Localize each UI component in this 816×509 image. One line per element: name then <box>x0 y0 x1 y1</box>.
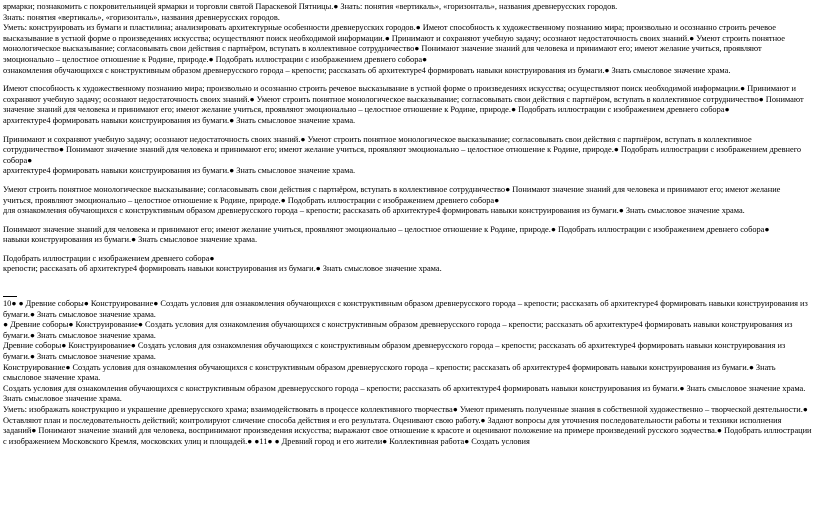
text-paragraph: Имеют способность к художественному познанию мира; произвольно и осознанно строить речевое высказывание в устной форме о произведениях искусства; осуществляют поиск необходимой информации.● Принимают и сохраняют учебную задачу; осознают недостаточность своих знаний.● Умеют строить понятное монологическое высказывание; согласовывать свои действия с партнёром, вступать в коллективное сотрудничество● Понимают значение знаний для человека и принимают его; имеют желание учиться, проявляют эмоционально – целостное отношение к Родине, природе.● Подобрать иллюстрации с изображением древнего собора● <box>3 84 804 115</box>
paragraph-gap <box>3 246 812 254</box>
text-paragraph: Подобрать иллюстрации с изображением древнего собора● <box>3 253 215 263</box>
text-paragraph: навыки конструирования из бумаги.● Знать смысловое значение храма. <box>3 235 258 245</box>
footer-paragraph: Конструирование● Создать условия для ознакомления обучающихся с конструктивным образом древнерусского города – крепости; рассказать об архитектуре4 формировать навыки конструирования из бумаги.● Знать смысловое значение храма. <box>3 362 776 383</box>
document-footer <box>3 299 812 447</box>
paragraph-gap <box>3 177 812 185</box>
footer-paragraph: Знать смысловое значение храма. <box>3 394 122 404</box>
footer-paragraph: ● Древние соборы● Конструирование● Создать условия для ознакомления обучающихся с конструктивным образом древнерусского города – крепости; рассказать об архитектуре4 формировать навыки конструирования из бумаги.● Знать смысловое значение храма. <box>3 320 793 340</box>
footer-paragraph: Древние соборы● Конструирование● Создать условия для ознакомления обучающихся с конструктивным образом древнерусского города – крепости; рассказать об архитектуре4 формировать навыки конструирования из бумаги.● Знать смысловое значение храма. <box>3 341 786 362</box>
text-paragraph: архитектуре4 формировать навыки конструирования из бумаги.● Знать смысловое значение храма. <box>3 166 356 176</box>
text-paragraph: архитектуре4 формировать навыки конструирования из бумаги.● Знать смысловое значение храма. <box>3 115 356 125</box>
footer-paragraph: 10● ● Древние соборы● Конструирование● Создать условия для ознакомления обучающихся с конструктивным образом древнерусского города – крепости; рассказать об архитектуре4 формировать навыки конструирования из бумаги.● Знать смысловое значение храма. <box>3 299 808 319</box>
text-paragraph: ярмарки; познакомить с покровительницей ярмарки и торговли святой Параскевой Пятницы.● Знать: понятия «вертикаль», «горизонталь», названия древнерусских городов. <box>3 2 618 11</box>
paragraph-gap <box>3 76 812 84</box>
footnote-separator <box>3 296 17 297</box>
document-body <box>3 2 812 275</box>
paragraph-gap <box>3 127 812 135</box>
paragraph-gap <box>3 217 812 225</box>
footer-paragraph: Создать условия для ознакомления обучающихся с конструктивным образом древнерусского города – крепости; рассказать об архитектуре4 формировать навыки конструирования из бумаги.● Знать смысловое значение храма. <box>3 383 806 393</box>
text-paragraph: Уметь: конструировать из бумаги и пластилина; анализировать архитектурные особенности древнерусских городов.● Имеют способность к художественному познанию мира; произвольно и осознанно строить речевое высказывание в устной форме о произведениях искусства; осуществляют поиск необходимой информации.● Принимают и сохраняют учебную задачу; осознают недостаточность своих знаний.● Умеют строить понятное монологическое высказывание; согласовывать свои действия с партнёром, вступать в коллективное сотрудничество● Понимают значение знаний для человека и принимают его; имеют желание учиться, проявляют эмоционально – целостное отношение к Родине, природе.● Подобрать иллюстрации с изображением древнего собора● <box>3 23 785 64</box>
footer-paragraph: Уметь: изображать конструкцию и украшение древнерусского храма; взаимодействовать в процессе коллективного творчества● Умеют применять полученные знания в собственной художественно – творческой деятельности.● Оставляют план и последовательность действий; контролируют сличение способа действия и его результата. Оценивают свою работу.● Задают вопросы для уточнения последовательности работы и техники исполнения заданий● Понимают значение знаний для человека, воспринимают произведения искусства; выражают свое отношение к красоте и оценивают положение на примере произведений русского зодчества.● Подобрать иллюстрации с изображением Московского Кремля, московских улиц и площадей.● ●11● ● Древний город и его жители● Коллективная работа● Создать условия <box>3 405 812 446</box>
text-paragraph: Понимают значение знаний для человека и принимают его; имеют желание учиться, проявляют эмоционально – целостное отношение к Родине, природе.● Подобрать иллюстрации с изображением древнего собора● <box>3 224 770 234</box>
text-paragraph: Умеют строить понятное монологическое высказывание; согласовывать свои действия с партнёром, вступать в коллективное сотрудничество● Понимают значение знаний для человека и принимают его; имеют желание учиться, проявляют эмоционально – целостное отношение к Родине, природе.● Подобрать иллюстрации с изображением древнего собора● <box>3 184 781 205</box>
text-paragraph: ознакомления обучающихся с конструктивным образом древнерусского города – крепости; рассказать об архитектуре4 формировать навыки конструирования из бумаги.● Знать смысловое значение храма. <box>3 65 731 75</box>
text-paragraph: Принимают и сохраняют учебную задачу; осознают недостаточность своих знаний.● Умеют строить понятное монологическое высказывание; согласовывать свои действия с партнёром, вступать в коллективное сотрудничество● Понимают значение знаний для человека и принимают его; имеют желание учиться, проявляют эмоционально – целостное отношение к Родине, природе.● Подобрать иллюстрации с изображением древнего собора● <box>3 134 802 165</box>
text-paragraph: Знать: понятия «вертикаль», «горизонталь», названия древнерусских городов. <box>3 12 280 22</box>
text-paragraph: крепости; рассказать об архитектуре4 формировать навыки конструирования из бумаги.● Знать смысловое значение храма. <box>3 264 442 274</box>
text-paragraph: для ознакомления обучающихся с конструктивным образом древнерусского города – крепости; рассказать об архитектуре4 формировать навыки конструирования из бумаги.● Знать смысловое значение храма. <box>3 206 745 216</box>
